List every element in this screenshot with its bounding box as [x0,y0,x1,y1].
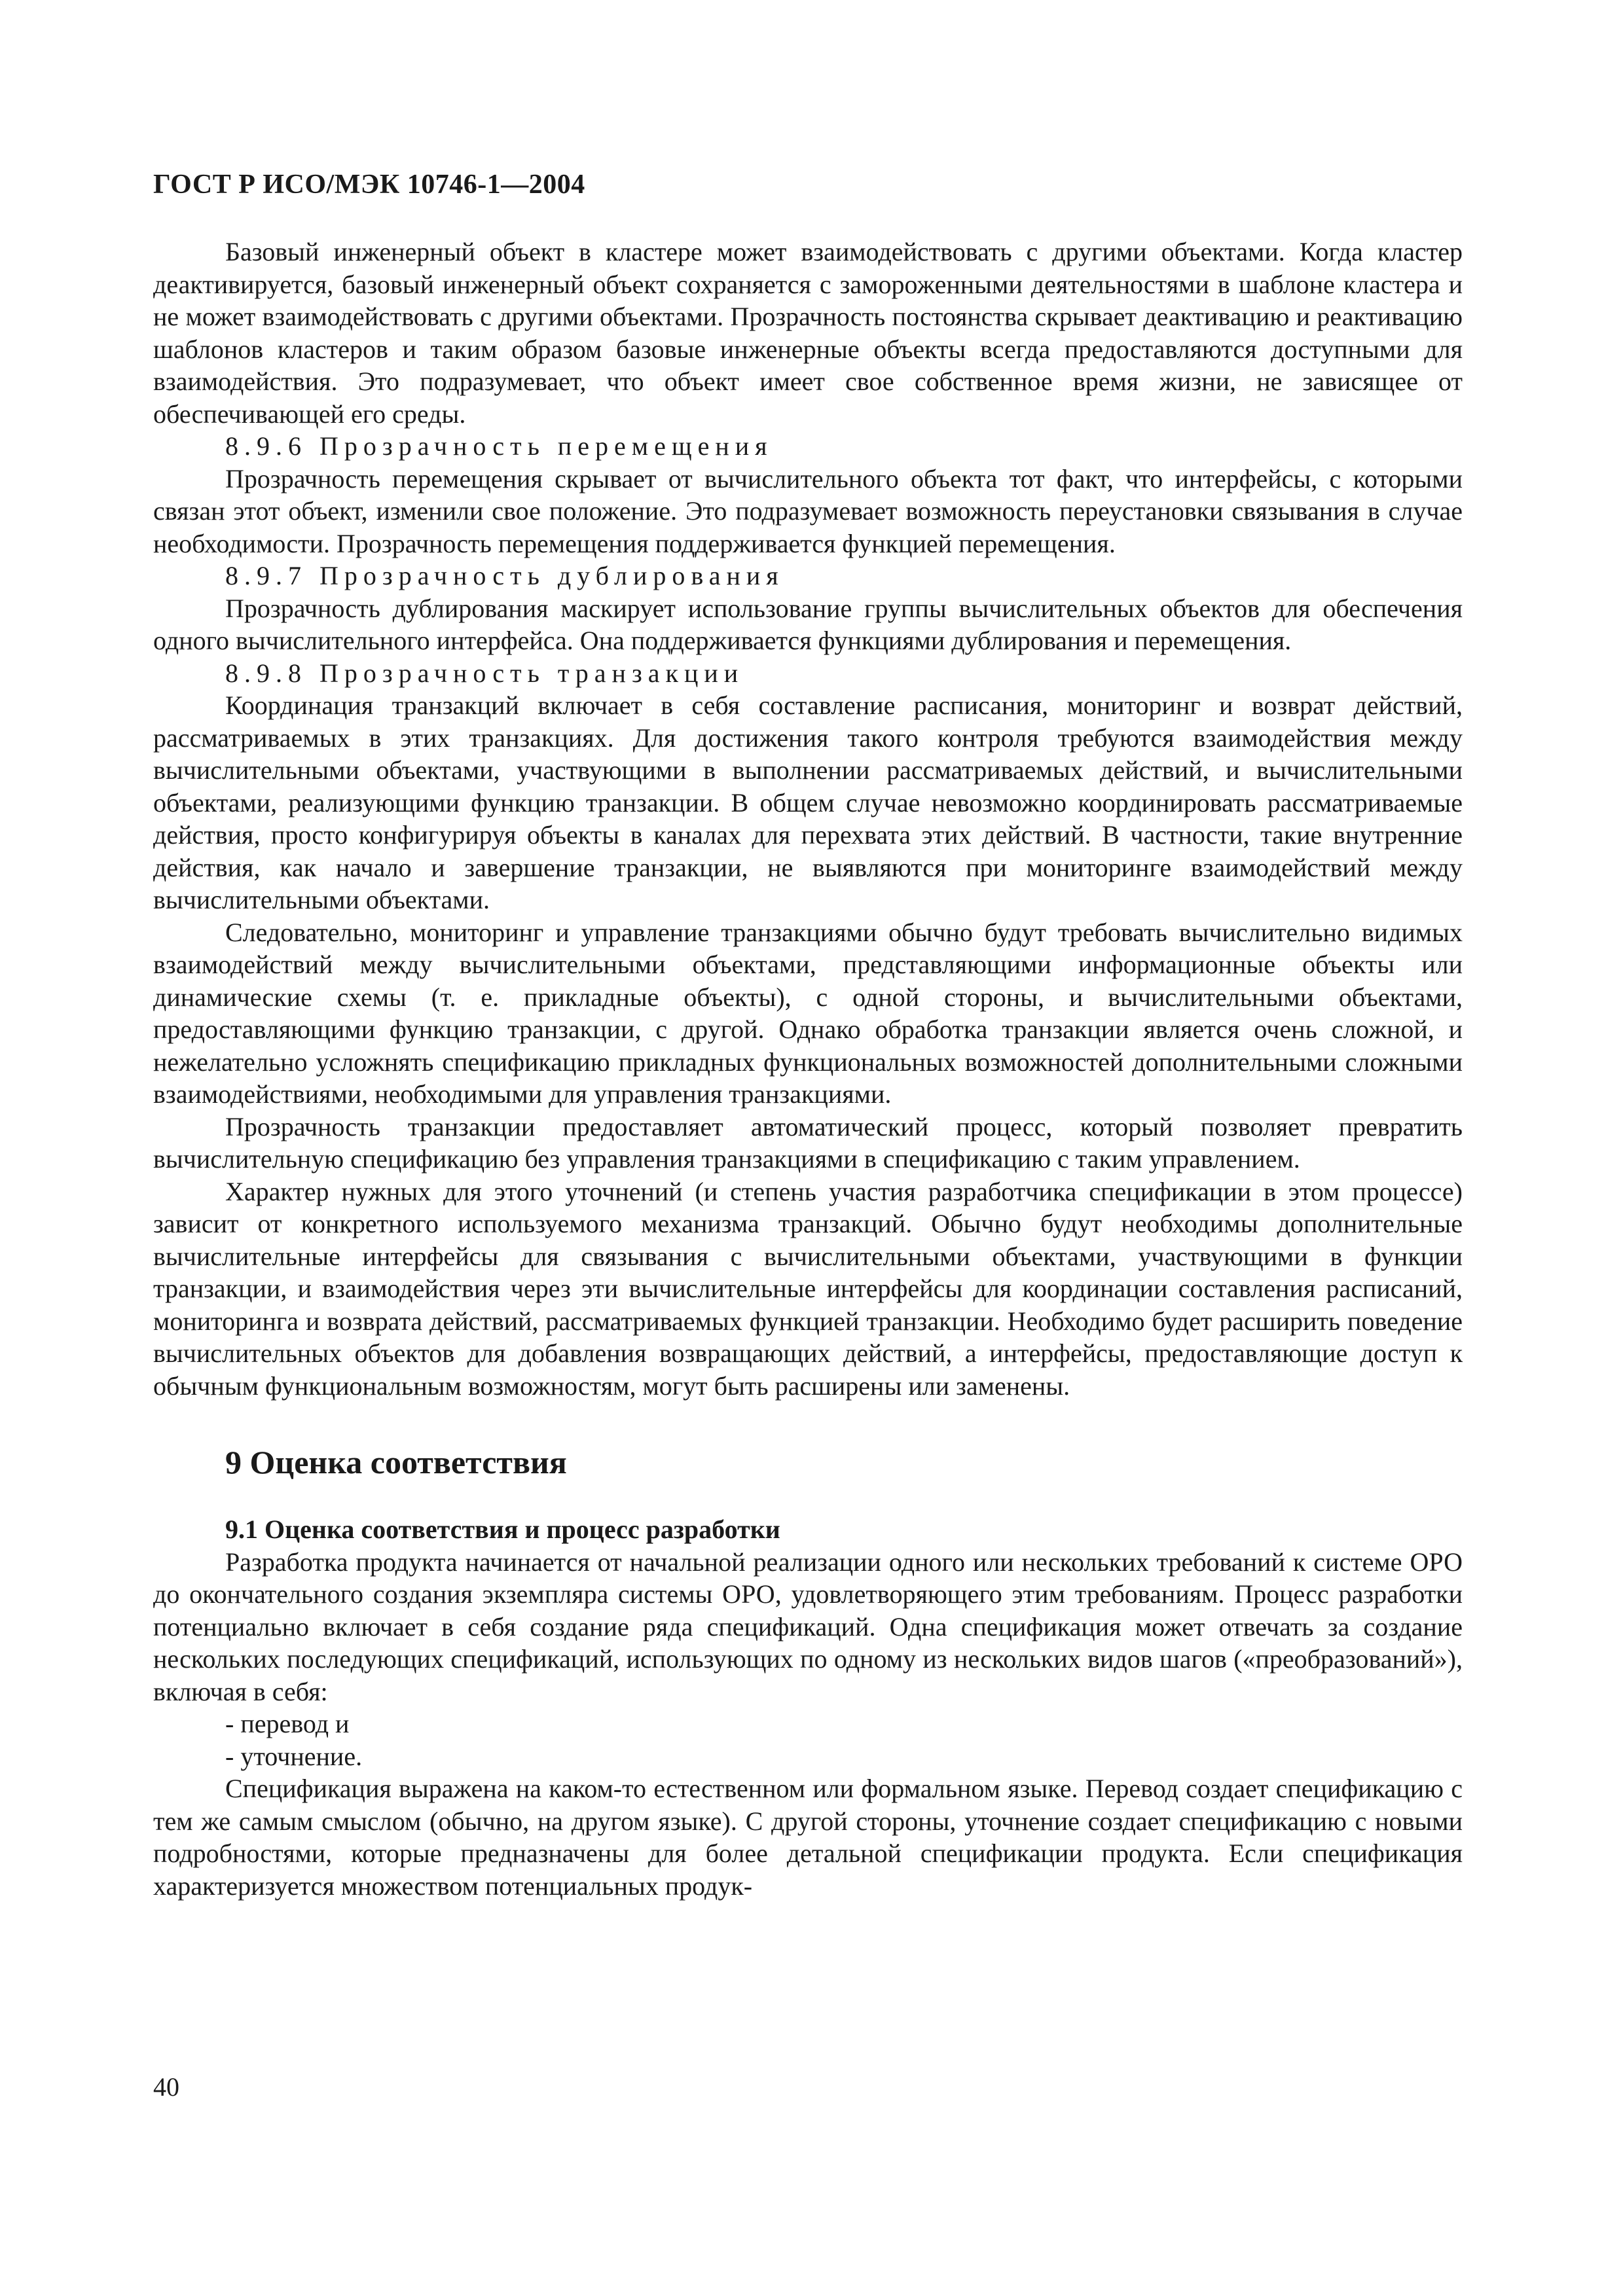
body-text [153,236,1463,1902]
paragraph: Спецификация выражена на каком-то естественном или формальном языке. Перевод создает спецификацию с тем же самым смыслом (обычно, на другом языке). С другой стороны, уточнение создает спецификацию с новыми подробностями, которые предназначены для более детальной спецификации продукта. Если спецификация характеризуется множеством потенциальных продук- [153,1774,1463,1901]
list-item: - перевод и [225,1709,350,1738]
paragraph: Прозрачность дублирования маскирует использование группы вычислительных объектов для обеспечения одного вычислительного интерфейса. Она поддерживается функциями дублирования и перемещения. [153,593,1463,655]
paragraph: Разработка продукта начинается от начальной реализации одного или нескольких требований к системе ОРО до окончательного создания экземпляра системы ОРО, удовлетворяющего этим требованиям. Процесс разработки потенциально включает в себя создание ряда спецификаций. Одна спецификация может отвечать за создание нескольких последующих спецификаций, использующих по одному из нескольких видов шагов («преобразований»), включая в себя: [153,1547,1463,1706]
paragraph: Характер нужных для этого уточнений (и степень участия разработчика спецификации в этом процессе) зависит от конкретного используемого механизма транзакций. Обычно будут необходимы дополнительные вычислительные интерфейсы для связывания с вычислительными объектами, участвующими в функции транзакции, и взаимодействия через эти вычислительные интерфейсы для координации составления расписаний, мониторинга и возврата действий, рассматриваемых функцией транзакции. Необходимо будет расширить поведение вычислительных объектов для добавления возвращающих действий, а интерфейсы, предоставляющие доступ к обычным функциональным возможностям, могут быть расширены или заменены. [153,1176,1463,1401]
section-heading-9: 9 Оценка соответствия [225,1444,567,1480]
subsection-heading-8-9-6: 8.9.6 Прозрачность перемещения [225,431,773,461]
paragraph: Базовый инженерный объект в кластере может взаимодействовать с другими объектами. Когда кластер деактивируется, базовый инженерный объект сохраняется с замороженными деятельностями в шаблоне кластера и не может взаимодействовать с другими объектами. Прозрачность постоянства скрывает деактивацию и реактивацию шаблонов кластеров и таким образом базовые инженерные объекты всегда предоставляются доступными для взаимодействия. Это подразумевает, что объект имеет свое собственное время жизни, не зависящее от обеспечивающей его среды. [153,237,1463,429]
standard-header: ГОСТ Р ИСО/МЭК 10746-1—2004 [153,170,585,200]
subsection-heading-8-9-7: 8.9.7 Прозрачность дублирования [225,561,784,590]
subsection-heading-8-9-8: 8.9.8 Прозрачность транзакции [225,658,744,688]
subsection-heading-9-1: 9.1 Оценка соответствия и процесс разработки [225,1515,780,1544]
paragraph: Координация транзакций включает в себя составление расписания, мониторинг и возврат действий, рассматриваемых в этих транзакциях. Для достижения такого контроля требуются взаимодействия между вычислительными объектами, участвующими в выполнении рассматриваемых действий, и вычислительными объектами, реализующими функцию транзакции. В общем случае невозможно координировать рассматриваемые действия, просто конфигурируя объекты в каналах для перехвата этих действий. В частности, такие внутренние действия, как начало и завершение транзакции, не выявляются при мониторинге взаимодействий между вычислительными объектами. [153,691,1463,914]
list-item: - уточнение. [225,1741,363,1771]
paragraph: Прозрачность транзакции предоставляет автоматический процесс, который позволяет превратить вычислительную спецификацию без управления транзакциями в спецификацию с таким управлением. [153,1111,1463,1174]
page-number: 40 [153,2072,179,2102]
paragraph: Прозрачность перемещения скрывает от вычислительного объекта тот факт, что интерфейсы, с которыми связан этот объект, изменили свое положение. Это подразумевает возможность переустановки связывания в случае необходимости. Прозрачность перемещения поддерживается функцией перемещения. [153,463,1463,558]
paragraph: Следовательно, мониторинг и управление транзакциями обычно будут требовать вычислительно видимых взаимодействий между вычислительными объектами, представляющими информационные объекты или динамические схемы (т. е. прикладные объекты), с одной стороны, и вычислительными объектами, предоставляющими функцию транзакции, с другой. Однако обработка транзакции является очень сложной, и нежелательно усложнять спецификацию прикладных функциональных возможностей дополнительными сложными взаимодействиями, необходимыми для управления транзакциями. [153,917,1463,1109]
